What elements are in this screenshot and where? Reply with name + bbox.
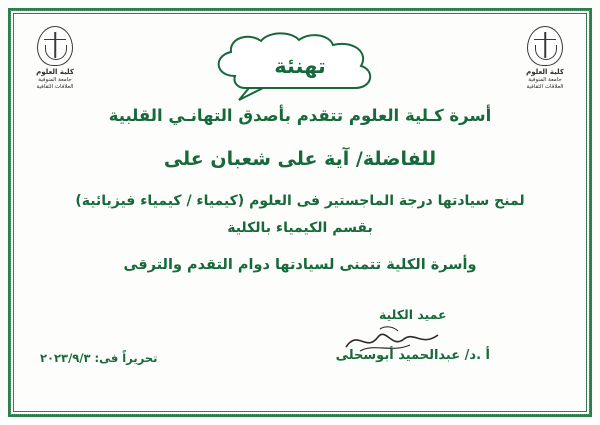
dean-name: أ .د/ عبدالحميد أبوسحلى — [335, 348, 490, 363]
handwritten-signature — [340, 323, 450, 357]
university-crest-icon — [527, 26, 563, 66]
university-crest-icon-2 — [37, 26, 73, 66]
logo-left-line2: جامعة المنوفية — [38, 76, 72, 83]
honoree-line: للفاضلة/ آية على شعبان على — [163, 147, 437, 170]
signature-block — [0, 307, 600, 399]
department-line: بقسم الكيمياء بالكلية — [227, 220, 373, 237]
title-cloud-text: تهنئة — [274, 54, 326, 78]
title-cloud — [205, 30, 395, 102]
certificate-body — [30, 104, 570, 289]
logo-right-line1: كلية العلوم — [526, 68, 564, 76]
logo-left-line3: العلاقات الثقافية — [36, 83, 74, 90]
faculty-logo-left — [24, 26, 86, 100]
congrats-line: أسرة كـلية العلوم تتقدم بأصدق التهانـي القلبية — [108, 106, 492, 125]
reason-line: لمنح سيادتها درجة الماجستير فى العلوم (كيمياء / كيمياء فيزيائية) — [75, 193, 525, 210]
logo-right-line2: جامعة المنوفية — [528, 76, 562, 83]
logo-left-line1: كلية العلوم — [36, 68, 74, 76]
logo-right-line3: العلاقات الثقافية — [526, 83, 564, 90]
issue-date: تحريراً فى: ٢٠٢٣/٩/٣ — [40, 351, 158, 365]
dean-title: عميد الكلية — [378, 307, 447, 322]
wish-line: وأسرة الكلية تتمنى لسيادتها دوام التقدم والترقى — [123, 257, 477, 274]
faculty-logo-right — [514, 26, 576, 100]
